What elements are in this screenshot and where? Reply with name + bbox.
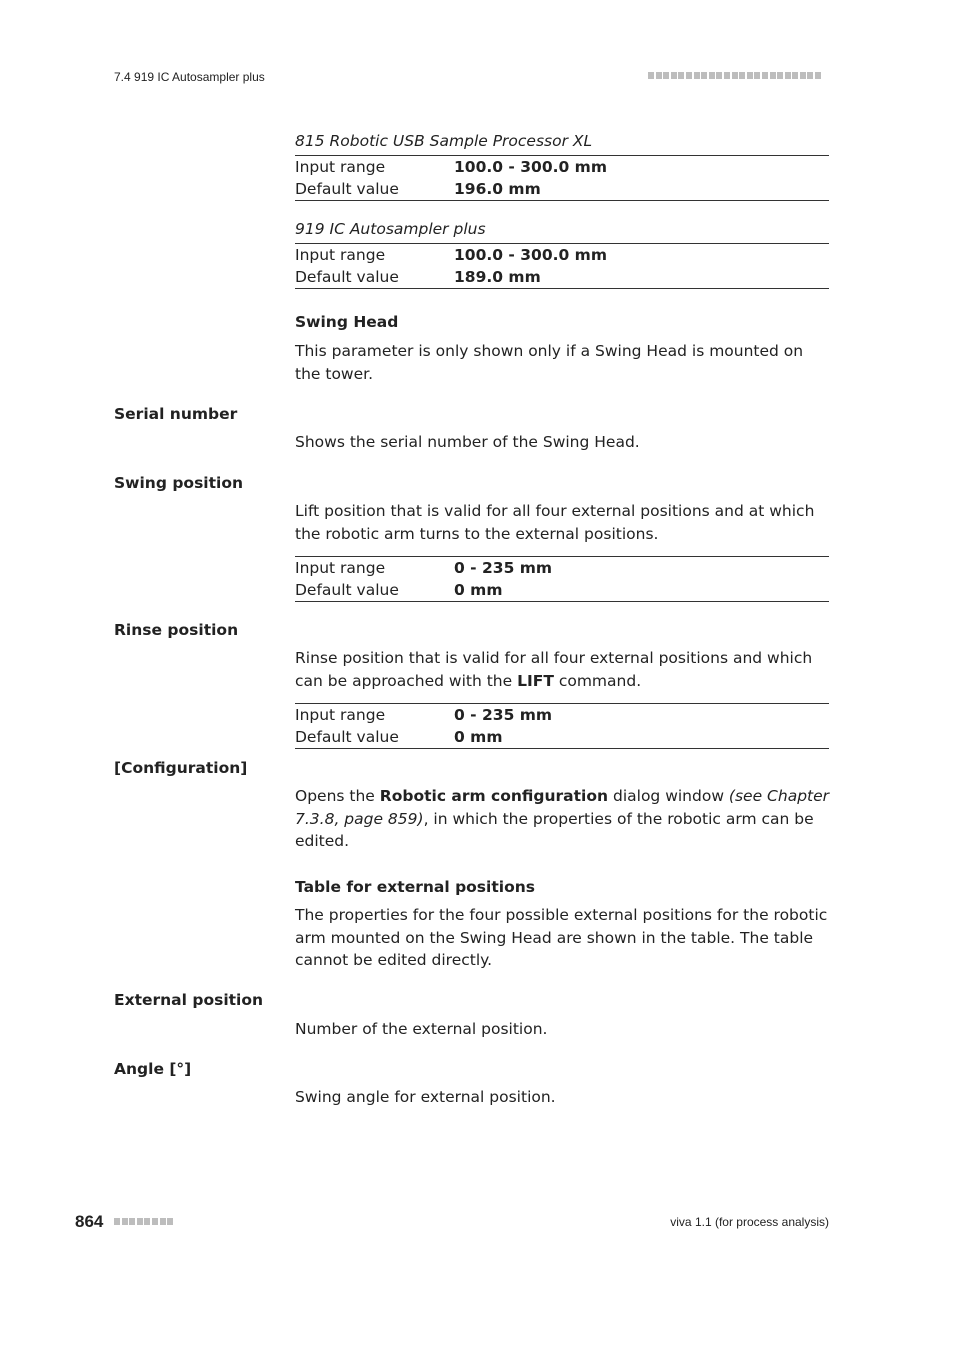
external-position-description: Number of the external position.: [295, 1020, 548, 1038]
default-value: 189.0 mm: [454, 268, 541, 286]
term-serial-number: Serial number: [114, 405, 238, 423]
term-angle: Angle [°]: [114, 1060, 192, 1078]
external-table-description: The properties for the four possible external positions for the robotic arm mounted on the Swing Head are shown in the table. The table cannot be edited directly.: [295, 906, 828, 969]
header-decoration: [648, 72, 830, 80]
value-table-815: [295, 155, 829, 201]
angle-description: Swing angle for external position.: [295, 1088, 556, 1106]
section-title-swing-head: Swing Head: [295, 313, 399, 331]
page-number: 864: [75, 1212, 104, 1231]
swing-position-description: Lift position that is valid for all four external positions and at which the robotic arm turns to the external positions.: [295, 502, 815, 543]
footer-decoration: [114, 1218, 173, 1225]
dialog-name: Robotic arm configuration: [379, 787, 609, 805]
serial-number-description: Shows the serial number of the Swing Head.: [295, 433, 640, 451]
swing-head-description: This parameter is only shown only if a Swing Head is mounted on the tower.: [295, 342, 804, 383]
rinse-text: Rinse position that is valid for all four external positions and which can be approached with the: [295, 649, 813, 690]
chapter-reference-link[interactable]: (see Chapter 7.3.8, page 859): [295, 787, 830, 828]
configuration-description: [295, 785, 829, 853]
running-header: 7.4 919 IC Autosampler plus: [114, 70, 265, 84]
term-external-position: External position: [114, 991, 264, 1009]
footer-product: viva 1.1 (for process analysis): [670, 1215, 829, 1229]
config-text-end: , in which the properties of the robotic arm can be edited.: [295, 809, 814, 850]
rinse-position-description: [295, 647, 829, 692]
table-caption-815: 815 Robotic USB Sample Processor XL: [295, 132, 593, 150]
range-label: Input range: [295, 246, 386, 264]
default-label: Default value: [295, 581, 399, 599]
range-label: Input range: [295, 706, 386, 724]
range-value: 100.0 - 300.0 mm: [454, 158, 607, 176]
section-title-external-table: Table for external positions: [295, 878, 535, 896]
range-label: Input range: [295, 559, 386, 577]
config-text: Opens the: [295, 787, 380, 805]
range-value: 0 - 235 mm: [454, 706, 553, 724]
range-label: Input range: [295, 158, 386, 176]
value-table-919: [295, 243, 829, 289]
default-label: Default value: [295, 180, 399, 198]
default-label: Default value: [295, 268, 399, 286]
value-table-swing-position: [295, 556, 829, 602]
table-caption-919: 919 IC Autosampler plus: [295, 220, 486, 238]
default-label: Default value: [295, 728, 399, 746]
value-table-rinse-position: [295, 703, 829, 749]
term-rinse-position: Rinse position: [114, 621, 239, 639]
default-value: 0 mm: [454, 581, 503, 599]
default-value: 196.0 mm: [454, 180, 541, 198]
term-swing-position: Swing position: [114, 474, 244, 492]
rinse-text-end: command.: [553, 671, 642, 690]
term-configuration: [Configuration]: [114, 759, 248, 777]
config-text-mid: dialog window: [608, 787, 729, 805]
lift-command: LIFT: [517, 671, 554, 690]
range-value: 0 - 235 mm: [454, 559, 553, 577]
default-value: 0 mm: [454, 728, 503, 746]
range-value: 100.0 - 300.0 mm: [454, 246, 607, 264]
